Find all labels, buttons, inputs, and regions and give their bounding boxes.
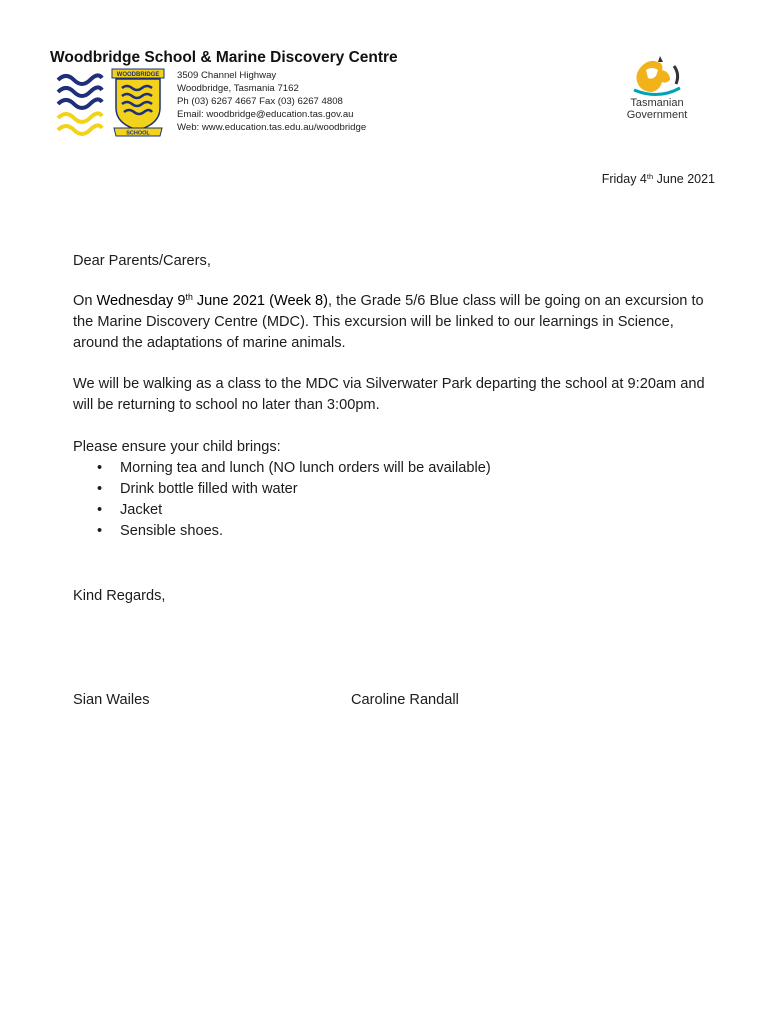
list-item: • Morning tea and lunch (NO lunch orders will be available) (73, 458, 713, 479)
address-town: Woodbridge, Tasmania 7162 (177, 83, 299, 94)
gov-line-2: Government (626, 109, 688, 121)
crest-top-text: WOODBRIDGE (116, 72, 160, 79)
p1-bold-sup: th (185, 292, 193, 303)
list-item: • Jacket (73, 500, 713, 521)
bring-intro: Please ensure your child brings: (73, 439, 281, 455)
excursion-date (97, 293, 329, 309)
crest-bottom-text: SCHOOL (126, 130, 150, 137)
p1-rest: , the Grade 5/6 Blue class will be going on an excursion to the Marine Discovery Centre (MDC). This excursion will be linked to our learnings in Science, around the adaptations of marine animals. (73, 293, 704, 351)
p1-bold-b: June 2021 (Week 8) (192, 293, 329, 309)
list-item: • Sensible shoes. (73, 521, 713, 542)
letter-date (602, 172, 715, 186)
date-suffix: th (646, 171, 654, 181)
date-rest: June 2021 (653, 172, 715, 186)
greeting: Dear Parents/Carers, (73, 253, 211, 269)
signatory-1: Sian Wailes (73, 692, 150, 708)
list-item: • Drink bottle filled with water (73, 479, 713, 500)
address-email: Email: woodbridge@education.tas.gov.au (177, 109, 354, 120)
waves-logo-icon (56, 70, 104, 136)
closing: Kind Regards, (73, 588, 166, 604)
government-name (612, 97, 702, 121)
address-street: 3509 Channel Highway (177, 70, 277, 81)
p1-bold-a: Wednesday 9 (96, 293, 186, 309)
p1-on: On (73, 293, 97, 309)
school-crest-icon (110, 68, 166, 138)
school-name: Woodbridge School & Marine Discovery Centre (50, 49, 398, 66)
date-day: Friday 4 (601, 172, 647, 186)
school-address (177, 69, 366, 134)
signatory-2: Caroline Randall (351, 692, 459, 708)
bring-list (73, 458, 713, 542)
gov-line-1: Tasmanian (630, 97, 684, 109)
paragraph-excursion (73, 291, 713, 354)
address-phone: Ph (03) 6267 4667 Fax (03) 6267 4808 (177, 96, 343, 107)
address-web: Web: www.education.tas.edu.au/woodbridge (177, 122, 367, 133)
paragraph-bring-list (73, 437, 713, 542)
paragraph-walking: We will be walking as a class to the MDC via Silverwater Park departing the school at 9:20am and will be returning to school no later than 3:00pm. (73, 376, 705, 413)
